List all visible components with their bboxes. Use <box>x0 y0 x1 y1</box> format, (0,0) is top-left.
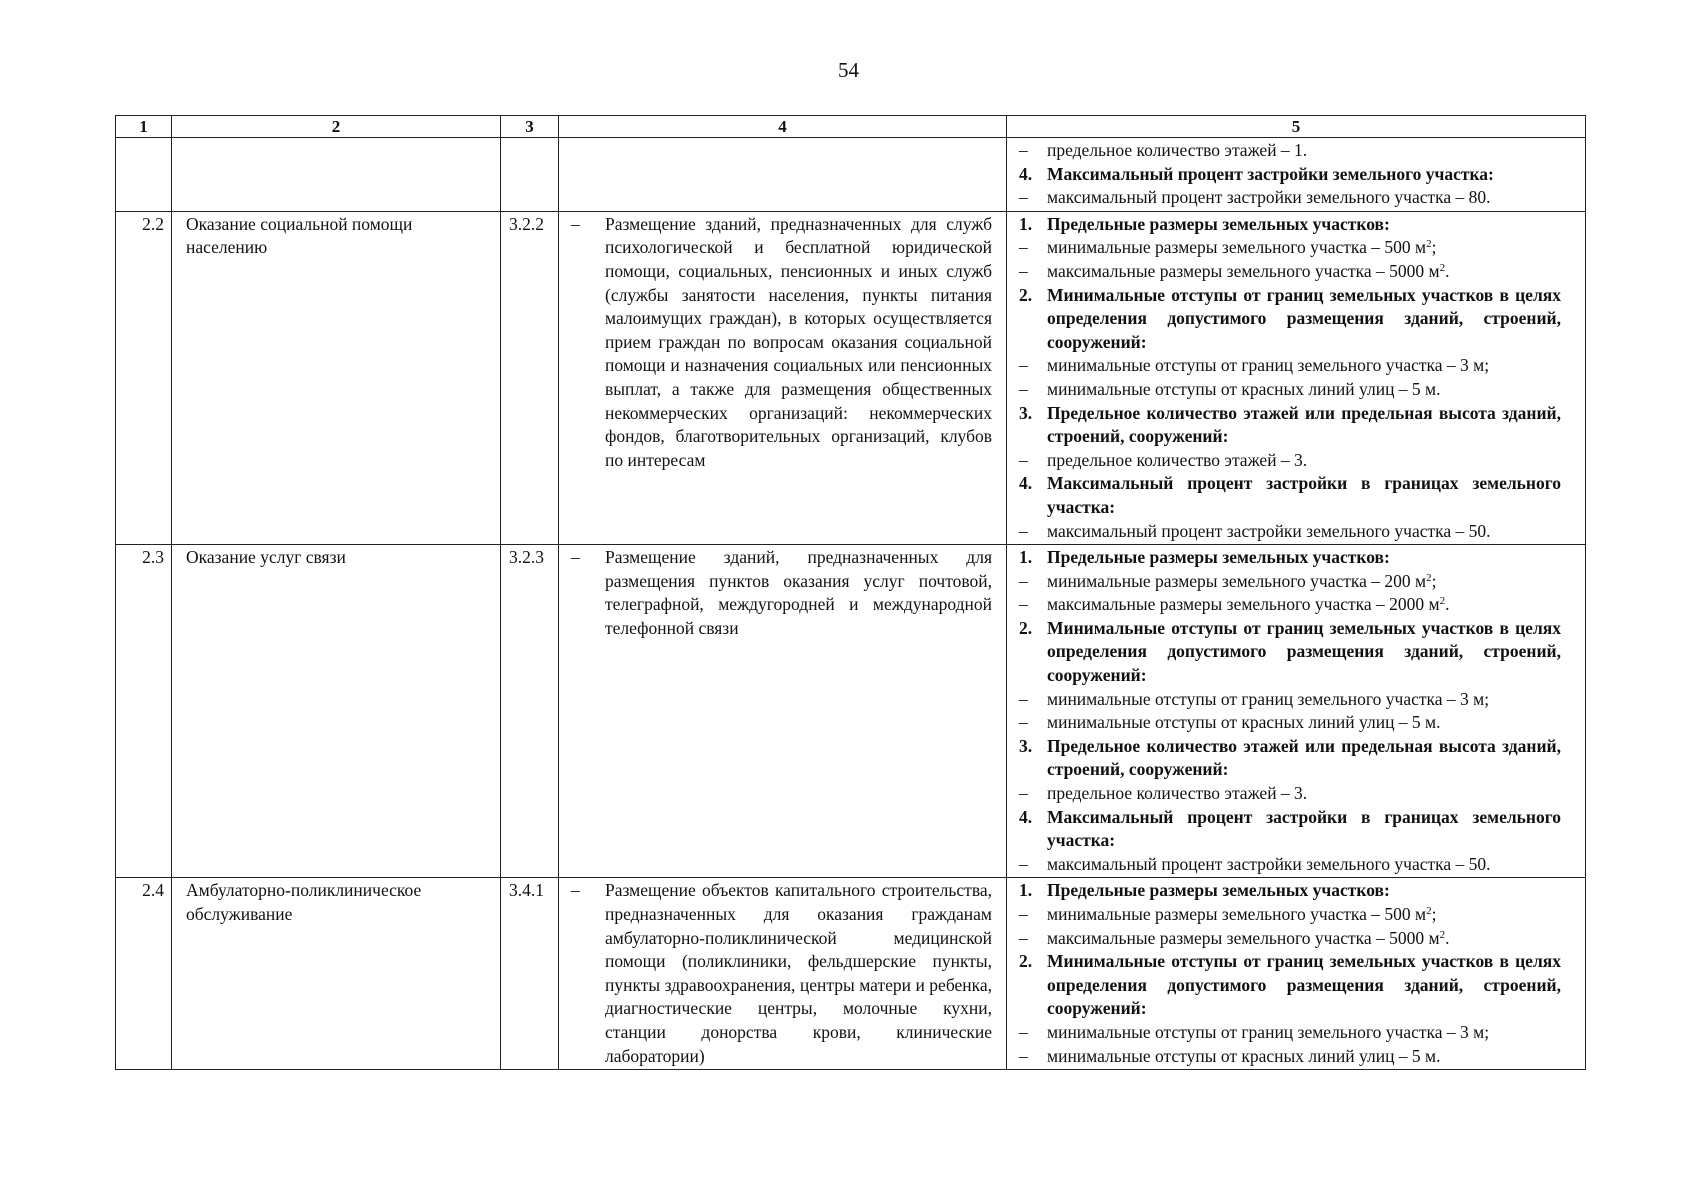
dash-marker: – <box>1019 783 1028 804</box>
param-text-main: Предельные размеры земельных участков: <box>1047 880 1390 901</box>
param-text-main: Предельные размеры земельных участков: <box>1047 213 1390 234</box>
dash-marker: – <box>1019 355 1028 376</box>
param-text <box>1047 735 1561 782</box>
dash-marker: – <box>1019 378 1028 399</box>
name-cell: Оказание услуг связи <box>172 545 501 878</box>
param-heading <box>1019 617 1561 688</box>
description-block <box>571 879 992 1068</box>
dash-marker: – <box>571 880 580 901</box>
code-cell: 3.2.3 <box>501 545 559 878</box>
superscript: 2 <box>1426 905 1432 917</box>
param-text-main: Минимальные отступы от границ земельных участков в целях определения допустимого размещения зданий, строений, сооружений: <box>1047 617 1561 686</box>
name-cell: Оказание социальной помощи населению <box>172 211 501 544</box>
param-text <box>1047 950 1561 1021</box>
param-text-end: . <box>1445 260 1450 281</box>
params-cell <box>1007 211 1586 544</box>
superscript: 2 <box>1426 571 1432 584</box>
column-header: 4 <box>559 116 1007 138</box>
table-row <box>116 545 1586 878</box>
superscript: 2 <box>1439 261 1446 274</box>
param-heading <box>1019 546 1561 570</box>
param-item <box>1019 236 1561 260</box>
header-row <box>116 116 1586 138</box>
param-text <box>1047 139 1561 163</box>
param-item <box>1019 688 1561 712</box>
param-item <box>1019 570 1561 594</box>
description-cell <box>559 545 1007 878</box>
param-text <box>1047 593 1561 617</box>
param-text-main: минимальные отступы от границ земельного участка – 3 м; <box>1047 355 1490 376</box>
param-text-main: максимальные размеры земельного участка – 2000 м <box>1047 594 1440 615</box>
param-text <box>1047 163 1561 187</box>
param-item <box>1019 139 1561 163</box>
superscript: 2 <box>1426 238 1432 251</box>
param-text <box>1047 284 1561 355</box>
description-block <box>571 213 992 473</box>
param-text <box>1047 213 1561 237</box>
params-cell <box>1007 878 1586 1070</box>
param-text <box>1047 711 1561 735</box>
param-text <box>1047 927 1561 951</box>
description-cell <box>559 211 1007 544</box>
param-text-main: минимальные отступы от красных линий улиц – 5 м. <box>1047 712 1441 733</box>
param-text <box>1047 903 1561 927</box>
param-text-main: предельное количество этажей – 3. <box>1047 783 1308 804</box>
param-text <box>1047 449 1561 473</box>
param-text <box>1047 879 1561 903</box>
param-heading <box>1019 950 1561 1021</box>
dash-marker: – <box>1019 927 1028 948</box>
table-row <box>116 211 1586 544</box>
param-item <box>1019 903 1561 927</box>
column-header: 3 <box>501 116 559 138</box>
param-item <box>1019 782 1561 806</box>
param-text-main: минимальные отступы от красных линий улиц – 5 м. <box>1047 1045 1441 1066</box>
param-item <box>1019 1045 1561 1069</box>
param-text-main: предельное количество этажей – 1. <box>1047 140 1308 160</box>
dash-marker: – <box>1019 570 1028 591</box>
param-text <box>1047 354 1561 378</box>
param-item <box>1019 449 1561 473</box>
param-text <box>1047 186 1561 210</box>
param-text-main: максимальный процент застройки земельного участка – 50. <box>1047 520 1491 541</box>
param-heading <box>1019 402 1561 449</box>
superscript: 2 <box>1439 928 1446 941</box>
number-marker: 3. <box>1019 735 1033 756</box>
param-item <box>1019 1021 1561 1045</box>
param-heading <box>1019 735 1561 782</box>
number-marker: 1. <box>1019 213 1033 234</box>
dash-marker: – <box>1019 853 1028 874</box>
param-text-main: максимальный процент застройки земельного участка – 80. <box>1047 187 1491 208</box>
param-text-end: ; <box>1431 570 1437 591</box>
dash-marker: – <box>1019 449 1028 470</box>
param-text <box>1047 472 1561 519</box>
param-text <box>1047 1021 1561 1045</box>
param-text <box>1047 520 1561 544</box>
empty-cell <box>501 138 559 212</box>
dash-marker: – <box>1019 187 1028 208</box>
dash-marker: – <box>1019 520 1028 541</box>
param-text-main: минимальные размеры земельного участка – 500 м <box>1047 237 1427 258</box>
row-number-cell: 2.2 <box>116 211 172 544</box>
dash-marker: – <box>1019 904 1028 924</box>
column-header: 5 <box>1007 116 1586 138</box>
param-text <box>1047 853 1561 877</box>
dash-marker: – <box>571 213 580 234</box>
dash-marker: – <box>1019 1045 1028 1066</box>
param-heading <box>1019 879 1561 903</box>
param-item <box>1019 260 1561 284</box>
number-marker: 2. <box>1019 617 1033 638</box>
param-text <box>1047 617 1561 688</box>
description-text: Размещение зданий, предназначенных для служб психологической и бесплатной юридической помощи, социальных, пенсионных и иных служб (службы занятости населения, пункты питания малоимущих граждан), в которых осуществляется прием граждан по вопросам оказания социальной помощи и назначения социальных или пенсионных выплат, а также для размещения общественных некоммерческих организаций: некоммерческих фондов, благотворительных организаций, клубов по интересам <box>605 213 992 470</box>
param-item <box>1019 378 1561 402</box>
land-use-table <box>115 115 1586 1070</box>
description-cell <box>559 878 1007 1070</box>
page-number: 54 <box>838 58 859 82</box>
param-text-main: Предельные размеры земельных участков: <box>1047 547 1390 568</box>
param-text-end: ; <box>1431 237 1437 258</box>
description-text: Размещение объектов капитального строительства, предназначенных для оказания гражданам амбулаторно-поликлинической медицинской помощи (поликлиники, фельдшерские пункты, пункты здравоохранения, центры матери и ребенка, диагностические центры, молочные кухни, станции донорства крови, клинические лаборатории) <box>605 880 992 1066</box>
param-text-main: Максимальный процент застройки земельного участка: <box>1047 163 1494 184</box>
param-item <box>1019 853 1561 877</box>
param-text-main: Минимальные отступы от границ земельных участков в целях определения допустимого размещения зданий, строений, сооружений: <box>1047 284 1561 352</box>
param-text <box>1047 402 1561 449</box>
param-text-main: Максимальный процент застройки в границах земельного участка: <box>1047 806 1561 851</box>
param-text <box>1047 236 1561 260</box>
description-block <box>571 546 992 640</box>
param-heading <box>1019 284 1561 355</box>
dash-marker: – <box>1019 260 1028 281</box>
number-marker: 4. <box>1019 473 1033 494</box>
param-item <box>1019 186 1561 210</box>
param-text-end: ; <box>1431 904 1437 924</box>
param-text-main: минимальные размеры земельного участка – 200 м <box>1047 570 1427 591</box>
params-cell <box>1007 545 1586 878</box>
param-text-main: минимальные размеры земельного участка – 500 м <box>1047 904 1427 924</box>
param-heading <box>1019 806 1561 853</box>
param-text-main: максимальные размеры земельного участка – 5000 м <box>1047 927 1440 948</box>
param-text-main: предельное количество этажей – 3. <box>1047 449 1308 470</box>
param-item <box>1019 593 1561 617</box>
number-marker: 2. <box>1019 284 1033 305</box>
empty-cell <box>172 138 501 212</box>
param-heading <box>1019 213 1561 237</box>
dash-marker: – <box>1019 688 1028 709</box>
table-body <box>116 138 1586 1070</box>
param-text-main: Минимальные отступы от границ земельных участков в целях определения допустимого размещения зданий, строений, сооружений: <box>1047 951 1561 1019</box>
superscript: 2 <box>1439 595 1446 608</box>
dash-marker: – <box>571 547 580 568</box>
dash-marker: – <box>1019 1021 1028 1042</box>
column-header: 1 <box>116 116 172 138</box>
description-text: Размещение зданий, предназначенных для размещения пунктов оказания услуг почтовой, телеграфной, междугородней и международной телефонной связи <box>605 547 992 638</box>
param-text <box>1047 688 1561 712</box>
param-text <box>1047 546 1561 570</box>
dash-marker: – <box>1019 712 1028 733</box>
number-marker: 4. <box>1019 163 1033 184</box>
param-item <box>1019 711 1561 735</box>
dash-marker: – <box>1019 237 1028 258</box>
code-cell: 3.2.2 <box>501 211 559 544</box>
param-text-main: максимальные размеры земельного участка – 5000 м <box>1047 260 1440 281</box>
param-heading <box>1019 163 1561 187</box>
number-marker: 3. <box>1019 402 1033 423</box>
number-marker: 1. <box>1019 880 1033 901</box>
param-text <box>1047 806 1561 853</box>
param-text-end: . <box>1445 594 1450 615</box>
param-text <box>1047 260 1561 284</box>
table-row <box>116 878 1586 1070</box>
code-cell: 3.4.1 <box>501 878 559 1070</box>
param-item <box>1019 354 1561 378</box>
param-text-main: минимальные отступы от границ земельного участка – 3 м; <box>1047 688 1490 709</box>
param-heading <box>1019 472 1561 519</box>
param-text-main: Предельное количество этажей или предельная высота зданий, строений, сооружений: <box>1047 735 1561 780</box>
param-text <box>1047 1045 1561 1069</box>
dash-marker: – <box>1019 594 1028 615</box>
param-item <box>1019 927 1561 951</box>
param-text-main: максимальный процент застройки земельного участка – 50. <box>1047 853 1491 874</box>
params-cell <box>1007 138 1586 212</box>
row-number-cell: 2.3 <box>116 545 172 878</box>
number-marker: 1. <box>1019 547 1033 568</box>
param-text-main: минимальные отступы от границ земельного участка – 3 м; <box>1047 1021 1490 1042</box>
number-marker: 2. <box>1019 951 1033 972</box>
name-cell: Амбулаторно-поликлиническое обслуживание <box>172 878 501 1070</box>
param-text-end: . <box>1445 927 1450 948</box>
param-text <box>1047 782 1561 806</box>
param-text <box>1047 570 1561 594</box>
dash-marker: – <box>1019 140 1028 160</box>
column-header: 2 <box>172 116 501 138</box>
param-text-main: Максимальный процент застройки в границах земельного участка: <box>1047 473 1561 517</box>
param-text <box>1047 378 1561 402</box>
param-text-main: минимальные отступы от красных линий улиц – 5 м. <box>1047 378 1441 399</box>
param-text-main: Предельное количество этажей или предельная высота зданий, строений, сооружений: <box>1047 402 1561 447</box>
row-number-cell: 2.4 <box>116 878 172 1070</box>
empty-cell <box>559 138 1007 212</box>
empty-cell <box>116 138 172 212</box>
number-marker: 4. <box>1019 806 1033 827</box>
param-item <box>1019 520 1561 544</box>
continuation-row <box>116 138 1586 212</box>
